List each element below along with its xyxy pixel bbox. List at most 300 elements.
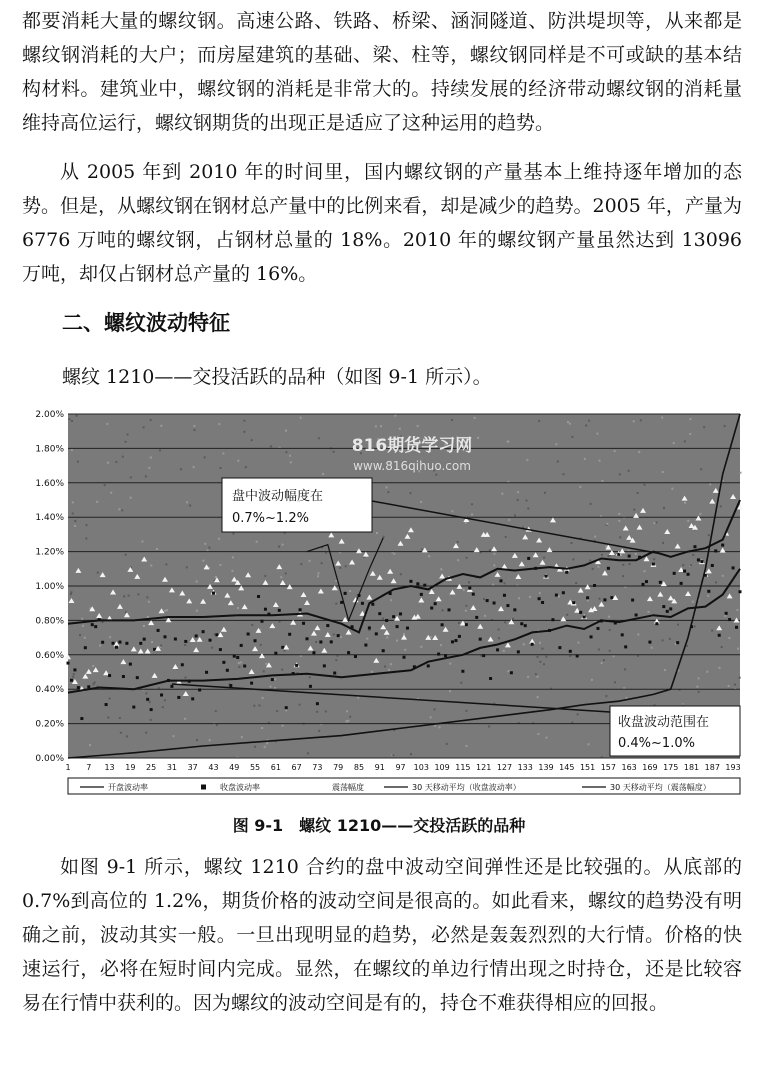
- noise-speck: [256, 541, 258, 543]
- close-volatility-point: [406, 627, 409, 630]
- noise-speck: [218, 538, 220, 540]
- close-volatility-point: [143, 638, 146, 641]
- noise-speck: [186, 501, 188, 503]
- noise-speck: [474, 417, 476, 419]
- x-tick-label: 187: [704, 763, 720, 772]
- noise-speck: [608, 616, 610, 618]
- noise-speck: [698, 677, 700, 679]
- noise-speck: [597, 566, 599, 568]
- noise-speck: [628, 470, 630, 472]
- noise-speck: [216, 724, 218, 726]
- x-tick-label: 145: [559, 763, 575, 772]
- close-volatility-point: [299, 608, 302, 611]
- noise-speck: [527, 676, 529, 678]
- noise-speck: [589, 560, 591, 562]
- noise-speck: [458, 622, 460, 624]
- noise-speck: [622, 564, 624, 566]
- noise-speck: [278, 546, 280, 548]
- noise-speck: [196, 610, 198, 612]
- noise-speck: [387, 491, 389, 493]
- noise-speck: [388, 669, 390, 671]
- noise-speck: [204, 456, 206, 458]
- noise-speck: [148, 467, 150, 469]
- noise-speck: [572, 558, 574, 560]
- noise-speck: [339, 567, 341, 569]
- annotation-text: 盘中波动幅度在: [232, 489, 324, 504]
- noise-speck: [449, 690, 451, 692]
- close-volatility-point: [295, 664, 298, 667]
- noise-speck: [468, 581, 470, 583]
- noise-speck: [166, 609, 168, 611]
- close-volatility-point: [621, 633, 624, 636]
- noise-speck: [202, 560, 204, 562]
- close-volatility-point: [545, 575, 548, 578]
- noise-speck: [640, 419, 642, 421]
- close-volatility-point: [347, 651, 350, 654]
- noise-speck: [264, 575, 266, 577]
- legend-swatch: [201, 785, 206, 790]
- close-volatility-point: [652, 563, 655, 566]
- noise-speck: [347, 720, 349, 722]
- x-tick-label: 127: [496, 763, 513, 772]
- noise-speck: [543, 557, 545, 559]
- close-volatility-point: [136, 676, 139, 679]
- noise-speck: [618, 513, 620, 515]
- noise-speck: [703, 426, 705, 428]
- close-volatility-point: [451, 640, 454, 643]
- noise-speck: [577, 713, 579, 715]
- noise-speck: [130, 497, 132, 499]
- x-tick-label: 91: [374, 763, 385, 772]
- close-volatility-point: [583, 616, 586, 619]
- noise-speck: [146, 596, 148, 598]
- noise-speck: [537, 733, 539, 735]
- x-tick-label: 67: [291, 763, 302, 772]
- noise-speck: [126, 735, 128, 737]
- noise-speck: [526, 500, 528, 502]
- noise-speck: [209, 739, 211, 741]
- noise-speck: [577, 642, 579, 644]
- close-volatility-point: [163, 635, 166, 638]
- noise-speck: [507, 441, 509, 443]
- noise-speck: [662, 542, 664, 544]
- close-volatility-point: [132, 706, 135, 709]
- noise-speck: [671, 488, 673, 490]
- noise-speck: [77, 461, 79, 463]
- noise-speck: [651, 647, 653, 649]
- close-volatility-point: [344, 592, 347, 595]
- noise-speck: [449, 663, 451, 665]
- noise-speck: [307, 752, 309, 754]
- noise-speck: [243, 431, 245, 433]
- close-volatility-point: [160, 694, 163, 697]
- x-tick-label: 133: [517, 763, 533, 772]
- close-volatility-point: [538, 597, 541, 600]
- close-volatility-point: [527, 557, 530, 560]
- close-volatility-point: [115, 646, 118, 649]
- close-volatility-point: [458, 635, 461, 638]
- noise-speck: [196, 739, 198, 741]
- close-volatility-point: [683, 570, 686, 573]
- noise-speck: [232, 556, 234, 558]
- noise-speck: [421, 549, 423, 551]
- close-volatility-point: [489, 677, 492, 680]
- close-volatility-point: [364, 644, 367, 647]
- close-volatility-point: [181, 663, 184, 666]
- noise-speck: [488, 726, 490, 728]
- close-volatility-point: [260, 620, 263, 623]
- noise-speck: [569, 423, 571, 425]
- noise-speck: [737, 609, 739, 611]
- noise-speck: [349, 716, 351, 718]
- noise-speck: [333, 451, 335, 453]
- noise-speck: [322, 473, 324, 475]
- noise-speck: [598, 649, 600, 651]
- y-tick-label: 0.60%: [35, 650, 64, 661]
- close-volatility-point: [409, 580, 412, 583]
- noise-speck: [558, 596, 560, 598]
- noise-speck: [346, 710, 348, 712]
- noise-speck: [69, 418, 71, 420]
- close-volatility-point: [250, 682, 253, 685]
- x-tick-label: 61: [270, 763, 281, 772]
- annotation-text: 0.7%~1.2%: [232, 511, 309, 526]
- close-volatility-point: [572, 601, 575, 604]
- noise-speck: [345, 565, 347, 567]
- close-volatility-point: [642, 583, 645, 586]
- noise-speck: [601, 554, 603, 556]
- noise-speck: [722, 575, 724, 577]
- noise-speck: [264, 746, 266, 748]
- noise-speck: [543, 663, 545, 665]
- noise-speck: [316, 711, 318, 713]
- noise-speck: [563, 473, 565, 475]
- noise-speck: [215, 576, 217, 578]
- x-tick-label: 115: [455, 763, 471, 772]
- noise-speck: [700, 468, 702, 470]
- noise-speck: [107, 462, 109, 464]
- annotation-text: 0.4%~1.0%: [618, 736, 695, 751]
- close-volatility-point: [122, 675, 125, 678]
- noise-speck: [127, 434, 129, 436]
- noise-speck: [220, 467, 222, 469]
- noise-speck: [529, 596, 531, 598]
- noise-speck: [299, 704, 301, 706]
- close-volatility-point: [84, 646, 87, 649]
- noise-speck: [215, 710, 217, 712]
- noise-speck: [546, 737, 548, 739]
- legend-label: 30 天移动平均（收盘波动率）: [412, 783, 521, 792]
- noise-speck: [440, 568, 442, 570]
- close-volatility-point: [215, 633, 218, 636]
- noise-speck: [721, 646, 723, 648]
- noise-speck: [599, 598, 601, 600]
- noise-speck: [74, 525, 76, 527]
- y-tick-label: 2.00%: [35, 410, 64, 420]
- close-volatility-point: [254, 639, 257, 642]
- close-volatility-point: [562, 591, 565, 594]
- close-volatility-point: [707, 590, 710, 593]
- noise-speck: [557, 461, 559, 463]
- close-volatility-point: [482, 654, 485, 657]
- noise-speck: [605, 695, 607, 697]
- noise-speck: [707, 595, 709, 597]
- noise-speck: [193, 466, 195, 468]
- noise-speck: [571, 542, 573, 544]
- close-volatility-point: [139, 642, 142, 645]
- noise-speck: [512, 618, 514, 620]
- noise-speck: [280, 576, 282, 578]
- y-tick-label: 0.40%: [35, 685, 64, 696]
- noise-speck: [535, 673, 537, 675]
- noise-speck: [120, 732, 122, 734]
- noise-speck: [545, 656, 547, 658]
- noise-speck: [184, 644, 186, 646]
- noise-speck: [399, 428, 401, 430]
- close-volatility-point: [420, 593, 423, 596]
- noise-speck: [669, 638, 671, 640]
- close-volatility-point: [240, 644, 243, 647]
- noise-speck: [318, 437, 320, 439]
- chart-svg: [22, 406, 744, 808]
- close-volatility-point: [590, 635, 593, 638]
- noise-speck: [148, 601, 150, 603]
- noise-speck: [130, 476, 132, 478]
- close-volatility-point: [118, 641, 121, 644]
- noise-speck: [624, 668, 626, 670]
- noise-speck: [145, 475, 147, 477]
- noise-speck: [70, 591, 72, 593]
- noise-speck: [142, 541, 144, 543]
- noise-speck: [162, 706, 164, 708]
- noise-speck: [517, 491, 519, 493]
- noise-speck: [284, 650, 286, 652]
- noise-speck: [587, 599, 589, 601]
- close-volatility-point: [416, 582, 419, 585]
- noise-speck: [601, 662, 603, 664]
- close-volatility-point: [427, 664, 430, 667]
- close-volatility-point: [170, 685, 173, 688]
- close-volatility-point: [448, 608, 451, 611]
- noise-speck: [340, 636, 342, 638]
- x-tick-label: 151: [579, 763, 596, 772]
- close-volatility-point: [226, 669, 229, 672]
- noise-speck: [599, 460, 601, 462]
- noise-speck: [107, 717, 109, 719]
- close-volatility-point: [655, 622, 658, 625]
- close-volatility-point: [385, 619, 388, 622]
- close-volatility-point: [503, 594, 506, 597]
- close-volatility-point: [271, 678, 274, 681]
- noise-speck: [420, 646, 422, 648]
- noise-speck: [189, 505, 191, 507]
- x-tick-label: 103: [413, 763, 429, 772]
- close-volatility-point: [177, 696, 180, 699]
- noise-speck: [588, 743, 590, 745]
- noise-speck: [457, 559, 459, 561]
- close-volatility-point: [202, 630, 205, 633]
- noise-speck: [575, 582, 577, 584]
- noise-speck: [734, 684, 736, 686]
- noise-speck: [289, 455, 291, 457]
- close-volatility-point: [735, 626, 738, 629]
- figure-9-1-chart: [22, 406, 744, 808]
- noise-speck: [684, 440, 686, 442]
- close-volatility-point: [108, 674, 111, 677]
- close-volatility-point: [565, 571, 568, 574]
- noise-speck: [493, 553, 495, 555]
- noise-speck: [318, 572, 320, 574]
- noise-speck: [143, 426, 145, 428]
- noise-speck: [451, 419, 453, 421]
- noise-speck: [219, 564, 221, 566]
- noise-speck: [633, 420, 635, 422]
- noise-speck: [186, 566, 188, 568]
- noise-speck: [661, 417, 663, 419]
- close-volatility-point: [555, 594, 558, 597]
- noise-speck: [492, 584, 494, 586]
- noise-speck: [84, 637, 86, 639]
- noise-speck: [585, 425, 587, 427]
- close-volatility-point: [659, 581, 662, 584]
- noise-speck: [115, 461, 117, 463]
- noise-speck: [498, 637, 500, 639]
- close-volatility-point: [247, 633, 250, 636]
- noise-speck: [622, 575, 624, 577]
- close-volatility-point: [184, 640, 187, 643]
- close-volatility-point: [486, 599, 489, 602]
- x-tick-label: 1: [65, 763, 71, 772]
- close-volatility-point: [129, 663, 132, 666]
- noise-speck: [72, 501, 74, 503]
- close-volatility-point: [212, 592, 215, 595]
- noise-speck: [123, 595, 125, 597]
- noise-speck: [463, 589, 465, 591]
- noise-speck: [504, 621, 506, 623]
- noise-speck: [588, 420, 590, 422]
- noise-speck: [285, 430, 287, 432]
- noise-speck: [518, 597, 520, 599]
- close-volatility-point: [499, 579, 502, 582]
- x-tick-label: 181: [683, 763, 700, 772]
- noise-speck: [584, 458, 586, 460]
- x-tick-label: 55: [249, 763, 261, 772]
- close-volatility-point: [278, 609, 281, 612]
- close-volatility-point: [333, 672, 336, 675]
- close-volatility-point: [697, 558, 700, 561]
- close-volatility-point: [524, 624, 527, 627]
- noise-speck: [218, 423, 220, 425]
- noise-speck: [404, 649, 406, 651]
- noise-speck: [70, 593, 72, 595]
- close-volatility-point: [306, 637, 309, 640]
- noise-speck: [349, 590, 351, 592]
- noise-speck: [237, 460, 239, 462]
- x-tick-label: 121: [476, 763, 492, 772]
- close-volatility-point: [718, 634, 721, 637]
- noise-speck: [371, 671, 373, 673]
- noise-speck: [270, 686, 272, 688]
- noise-speck: [596, 433, 598, 435]
- noise-speck: [151, 641, 153, 643]
- noise-speck: [233, 533, 235, 535]
- noise-speck: [728, 637, 730, 639]
- noise-speck: [711, 630, 713, 632]
- noise-speck: [590, 503, 592, 505]
- annotation-text: 收盘波动范围在: [618, 715, 710, 730]
- noise-speck: [390, 663, 392, 665]
- y-tick-label: 1.00%: [35, 582, 64, 592]
- x-tick-label: 85: [353, 763, 365, 772]
- y-tick-label: 0.20%: [35, 719, 64, 730]
- noise-speck: [194, 429, 196, 431]
- noise-speck: [653, 522, 655, 524]
- close-volatility-point: [700, 560, 703, 563]
- close-volatility-point: [437, 653, 440, 656]
- close-volatility-point: [101, 641, 104, 644]
- noise-speck: [694, 626, 696, 628]
- close-volatility-point: [219, 648, 222, 651]
- x-tick-label: 37: [187, 763, 198, 772]
- noise-speck: [259, 705, 261, 707]
- noise-speck: [315, 641, 317, 643]
- noise-speck: [396, 640, 398, 642]
- close-volatility-point: [607, 567, 610, 570]
- x-tick-label: 79: [333, 763, 344, 772]
- noise-speck: [282, 725, 284, 727]
- y-tick-label: 1.20%: [35, 547, 64, 558]
- x-tick-label: 13: [104, 763, 115, 772]
- close-volatility-point: [396, 625, 399, 628]
- close-volatility-point: [302, 622, 305, 625]
- noise-speck: [160, 645, 162, 647]
- noise-speck: [282, 544, 284, 546]
- close-volatility-point: [105, 703, 108, 706]
- noise-speck: [435, 474, 437, 476]
- noise-speck: [82, 625, 84, 627]
- close-volatility-point: [739, 590, 742, 593]
- close-volatility-point: [441, 623, 444, 626]
- noise-speck: [160, 425, 162, 427]
- close-volatility-point: [80, 717, 83, 720]
- noise-speck: [537, 696, 539, 698]
- noise-speck: [638, 451, 640, 453]
- noise-speck: [285, 573, 287, 575]
- close-volatility-point: [70, 679, 73, 682]
- noise-speck: [619, 536, 621, 538]
- noise-speck: [684, 502, 686, 504]
- noise-speck: [251, 624, 253, 626]
- noise-speck: [724, 615, 726, 617]
- noise-speck: [143, 625, 145, 627]
- noise-speck: [89, 744, 91, 746]
- noise-speck: [613, 655, 615, 657]
- noise-speck: [222, 453, 224, 455]
- noise-speck: [99, 645, 101, 647]
- close-volatility-point: [198, 688, 201, 691]
- close-volatility-point: [375, 632, 378, 635]
- close-volatility-point: [728, 618, 731, 621]
- figure-caption: 图 9-1 螺纹 1210——交投活跃的品种: [232, 816, 526, 835]
- close-volatility-point: [77, 686, 80, 689]
- noise-speck: [121, 509, 123, 511]
- noise-speck: [400, 573, 402, 575]
- close-volatility-point: [465, 623, 468, 626]
- y-tick-label: 0.00%: [35, 754, 64, 764]
- noise-speck: [145, 692, 147, 694]
- noise-speck: [629, 563, 631, 565]
- noise-speck: [208, 547, 210, 549]
